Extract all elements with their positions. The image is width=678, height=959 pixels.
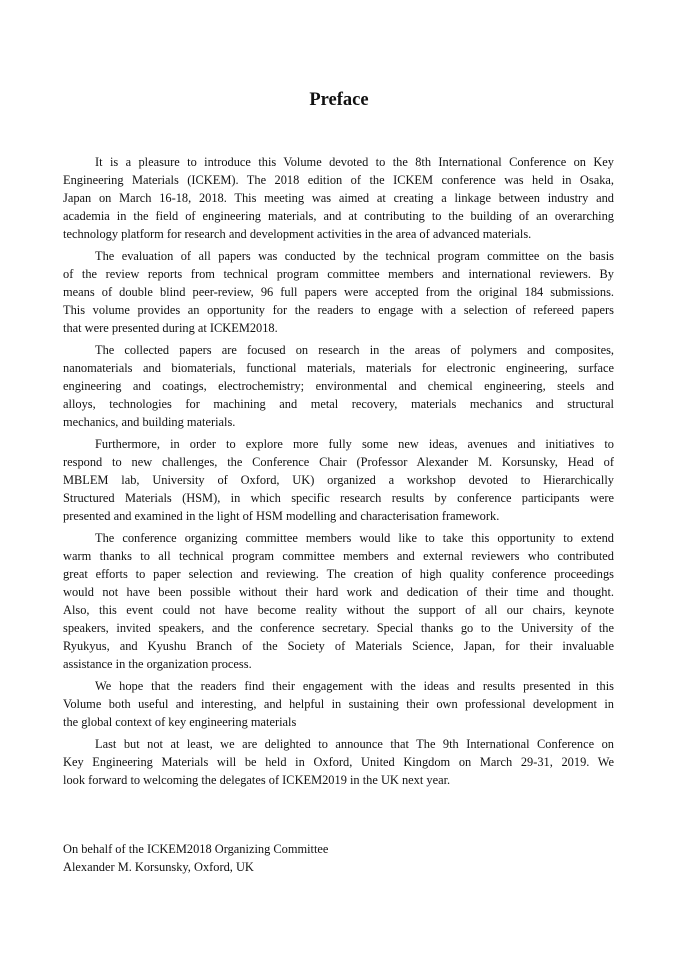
text-line: Japan on March 16-18, 2018. This meeting was aimed at creating a linkage between industry and	[63, 191, 614, 205]
text-line: engineering and coatings, electrochemistry; environmental and chemical engineering, steels and	[63, 379, 614, 393]
text-line: means of double blind peer-review, 96 full papers were accepted from the original 184 submissions.	[63, 285, 614, 299]
text-line: We hope that the readers find their engagement with the ideas and results presented in this	[95, 679, 614, 693]
signature-block	[63, 840, 328, 876]
signature-author: Alexander M. Korsunsky, Oxford, UK	[63, 860, 254, 874]
text-line: academia in the field of engineering materials, and at contributing to the building of an overarching	[63, 209, 614, 223]
text-line: mechanics, and building materials.	[63, 415, 236, 429]
text-line: The collected papers are focused on research in the areas of polymers and composites,	[95, 343, 614, 357]
text-line: Ryukyus, and Kyushu Branch of the Society of Materials Science, Japan, for their invaluable	[63, 639, 614, 653]
text-line: The evaluation of all papers was conducted by the technical program committee on the basis	[95, 249, 614, 263]
text-line: Engineering Materials (ICKEM). The 2018 edition of the ICKEM conference was held in Osaka,	[63, 173, 614, 187]
text-line: the global context of key engineering materials	[63, 715, 297, 729]
text-line: This volume provides an opportunity for the readers to engage with a selection of refereed papers	[63, 303, 614, 317]
text-line: that were presented during at ICKEM2018.	[63, 321, 278, 335]
text-line: MBLEM lab, University of Oxford, UK) organized a workshop devoted to Hierarchically	[63, 473, 614, 487]
preface-body	[63, 153, 614, 793]
text-line: Key Engineering Materials will be held in Oxford, United Kingdom on March 29-31, 2019. We	[63, 755, 614, 769]
text-line: The conference organizing committee members would like to take this opportunity to extend	[95, 531, 614, 545]
text-line: would not have been possible without their hard work and dedication of their time and thought.	[63, 585, 614, 599]
text-line: great efforts to paper selection and reviewing. The creation of high quality conference proceedings	[63, 567, 614, 581]
text-line: Structured Materials (HSM), in which specific research results by conference participants were	[63, 491, 614, 505]
text-line: Also, this event could not have become reality without the support of all our chairs, keynote	[63, 603, 614, 617]
text-line: Furthermore, in order to explore more fully some new ideas, avenues and initiatives to	[95, 437, 614, 451]
text-line: speakers, invited speakers, and the conference secretary. Special thanks go to the University of the	[63, 621, 614, 635]
text-line: alloys, technologies for machining and metal recovery, materials mechanics and structural	[63, 397, 614, 411]
text-line: It is a pleasure to introduce this Volume devoted to the 8th International Conference on Key	[95, 155, 614, 169]
text-line: technology platform for research and development activities in the area of advanced materials.	[63, 227, 532, 241]
paragraph	[63, 677, 614, 731]
paragraph	[63, 341, 614, 431]
paragraph	[63, 153, 614, 243]
text-line: warm thanks to all technical program committee members and external reviewers who contributed	[63, 549, 614, 563]
text-line: Volume both useful and interesting, and helpful in sustaining their own professional development in	[63, 697, 614, 711]
text-line: assistance in the organization process.	[63, 657, 252, 671]
signature-committee: On behalf of the ICKEM2018 Organizing Committee	[63, 842, 329, 856]
text-line: Last but not at least, we are delighted to announce that The 9th International Conference on	[95, 737, 614, 751]
text-line: look forward to welcoming the delegates of ICKEM2019 in the UK next year.	[63, 773, 451, 787]
paragraph	[63, 247, 614, 337]
text-line: of the review reports from technical program committee members and international reviewers. By	[63, 267, 614, 281]
text-line: respond to new challenges, the Conference Chair (Professor Alexander M. Korsunsky, Head of	[63, 455, 614, 469]
paragraph	[63, 435, 614, 525]
text-line: presented and examined in the light of HSM modelling and characterisation framework.	[63, 509, 500, 523]
page-title: Preface	[309, 90, 369, 110]
paragraph	[63, 529, 614, 673]
text-line: nanomaterials and biomaterials, functional materials, materials for electronic engineering, surface	[63, 361, 614, 375]
paragraph	[63, 735, 614, 789]
